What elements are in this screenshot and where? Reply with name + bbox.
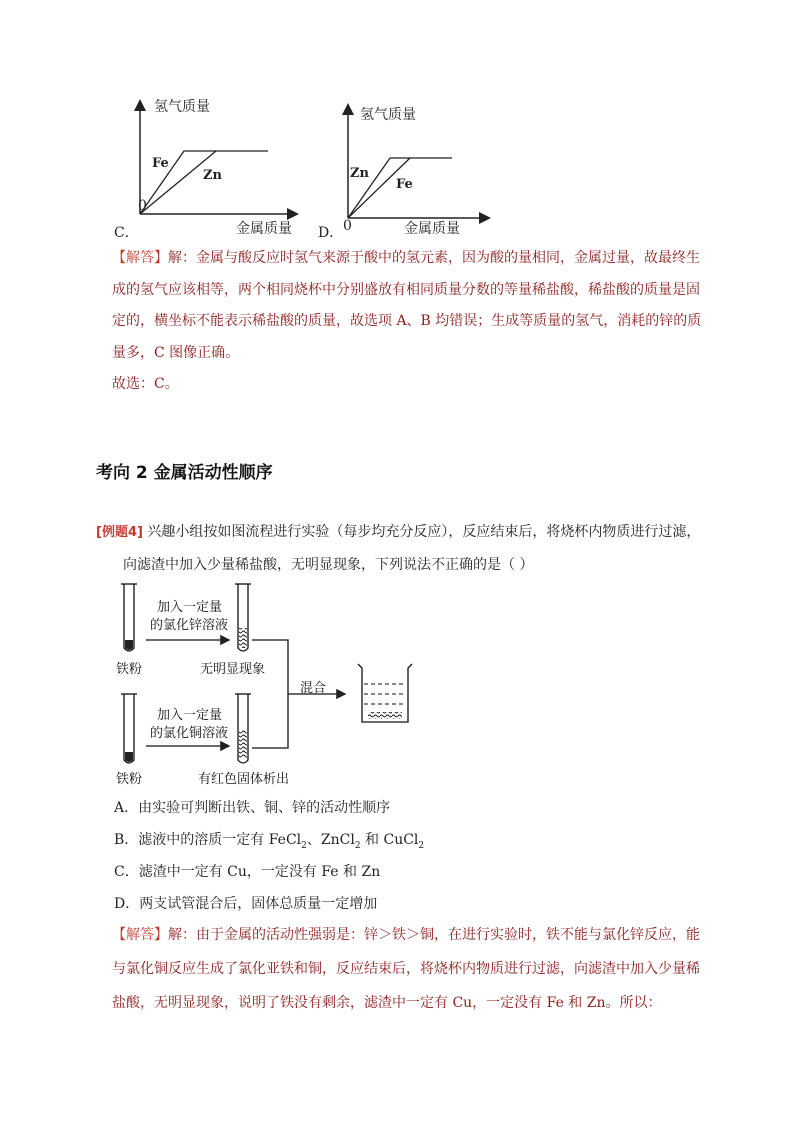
graph-d-option: D． <box>318 225 344 241</box>
choice-a: A．由实验可判断出铁、铜、锌的活动性顺序 <box>114 800 391 816</box>
graph-d-zn-label: Zn <box>350 166 369 181</box>
answer-1-line-4: 量多，C 图像正确。 <box>112 344 240 361</box>
section-title: 考向 2 金属活动性顺序 <box>96 463 273 483</box>
bottom-left-label: 铁粉 <box>116 772 143 787</box>
tube-bottom-right <box>235 694 251 763</box>
answer-2-line-2: 与氯化铜反应生成了氯化亚铁和铜，反应结束后，将烧杯内物质进行过滤，向滤渣中加入少量稀 <box>112 961 700 977</box>
graph-c-ylabel: 氢气质量 <box>154 99 210 115</box>
answer-1-tag: 【解答】 <box>112 250 168 266</box>
graph-c-origin: 0 <box>138 198 147 214</box>
choice-b: B．滤液中的溶质一定有 FeCl$_2$、ZnCl$_2$ 和 CuCl$_2$ <box>114 832 425 851</box>
question-line-1: [例题4] 兴趣小组按如图流程进行实验（每步均充分反应），反应结束后，将烧杯内物质进行过滤， <box>96 524 701 540</box>
graph-c-zn-label: Zn <box>203 168 222 183</box>
answer-2-line-1: 【解答】解：由于金属的活动性强弱是：锌＞铁＞铜，在进行实验时，铁不能与氯化锌反应，能 <box>112 927 700 943</box>
bottom-arrow-label-2: 的氯化铜溶液 <box>150 726 229 741</box>
top-right-label: 无明显现象 <box>200 662 266 677</box>
answer-1 <box>112 243 712 401</box>
graph-c-xlabel: 金属质量 <box>236 221 292 237</box>
graph-c-option: C． <box>114 225 139 241</box>
choice-c: C．滤渣中一定有 Cu，一定没有 Fe 和 Zn <box>114 864 381 880</box>
top-left-label: 铁粉 <box>116 662 143 677</box>
tube-top-right <box>235 584 251 651</box>
tube-bottom-left <box>121 694 137 763</box>
graph-d-ylabel: 氢气质量 <box>360 107 416 123</box>
question-tag: [例题4] <box>96 525 143 540</box>
beaker <box>358 664 412 722</box>
tube-top-left <box>121 584 137 651</box>
bottom-right-label: 有红色固体析出 <box>198 772 290 787</box>
answer-1-line-3: 定的，横坐标不能表示稀盐酸的质量，故选项 A、B 均错误；生成等质量的氢气，消耗的锌的质 <box>112 313 702 329</box>
question <box>96 516 736 581</box>
question-line-2: 向滤渣中加入少量稀盐酸，无明显现象，下列说法不正确的是（ ） <box>123 557 534 573</box>
answer-2-line-3: 盐酸，无明显现象，说明了铁没有剩余，滤渣中一定有 Cu，一定没有 Fe 和 Zn。所以： <box>112 995 662 1011</box>
graph-d-origin: 0 <box>343 218 352 234</box>
answer-2 <box>112 918 722 1020</box>
answer-1-line-2: 成的氢气应该相等，两个相同烧杯中分别盛放有相同质量分数的等量稀盐酸，稀盐酸的质量是固 <box>112 281 700 298</box>
answer-1-line-1: 【解答】解：金属与酸反应时氢气来源于酸中的氢元素，因为酸的量相同，金属过量，故最终生 <box>112 250 700 266</box>
bottom-arrow-label-1: 加入一定量 <box>157 708 223 723</box>
graph-c-fe-label: Fe <box>152 156 169 171</box>
graph-d-fe-label: Fe <box>396 177 413 192</box>
answer-2-tag: 【解答】 <box>112 927 168 943</box>
mix-connector <box>252 640 288 748</box>
answer-1-line-5: 故选：C。 <box>112 376 179 392</box>
top-arrow-label-1: 加入一定量 <box>157 600 223 615</box>
top-arrow-label-2: 的氯化锌溶液 <box>150 618 229 633</box>
graph-d-xlabel: 金属质量 <box>404 221 460 237</box>
mix-label: 混合 <box>300 681 327 696</box>
choice-d: D．两支试管混合后，固体总质量一定增加 <box>114 896 378 912</box>
